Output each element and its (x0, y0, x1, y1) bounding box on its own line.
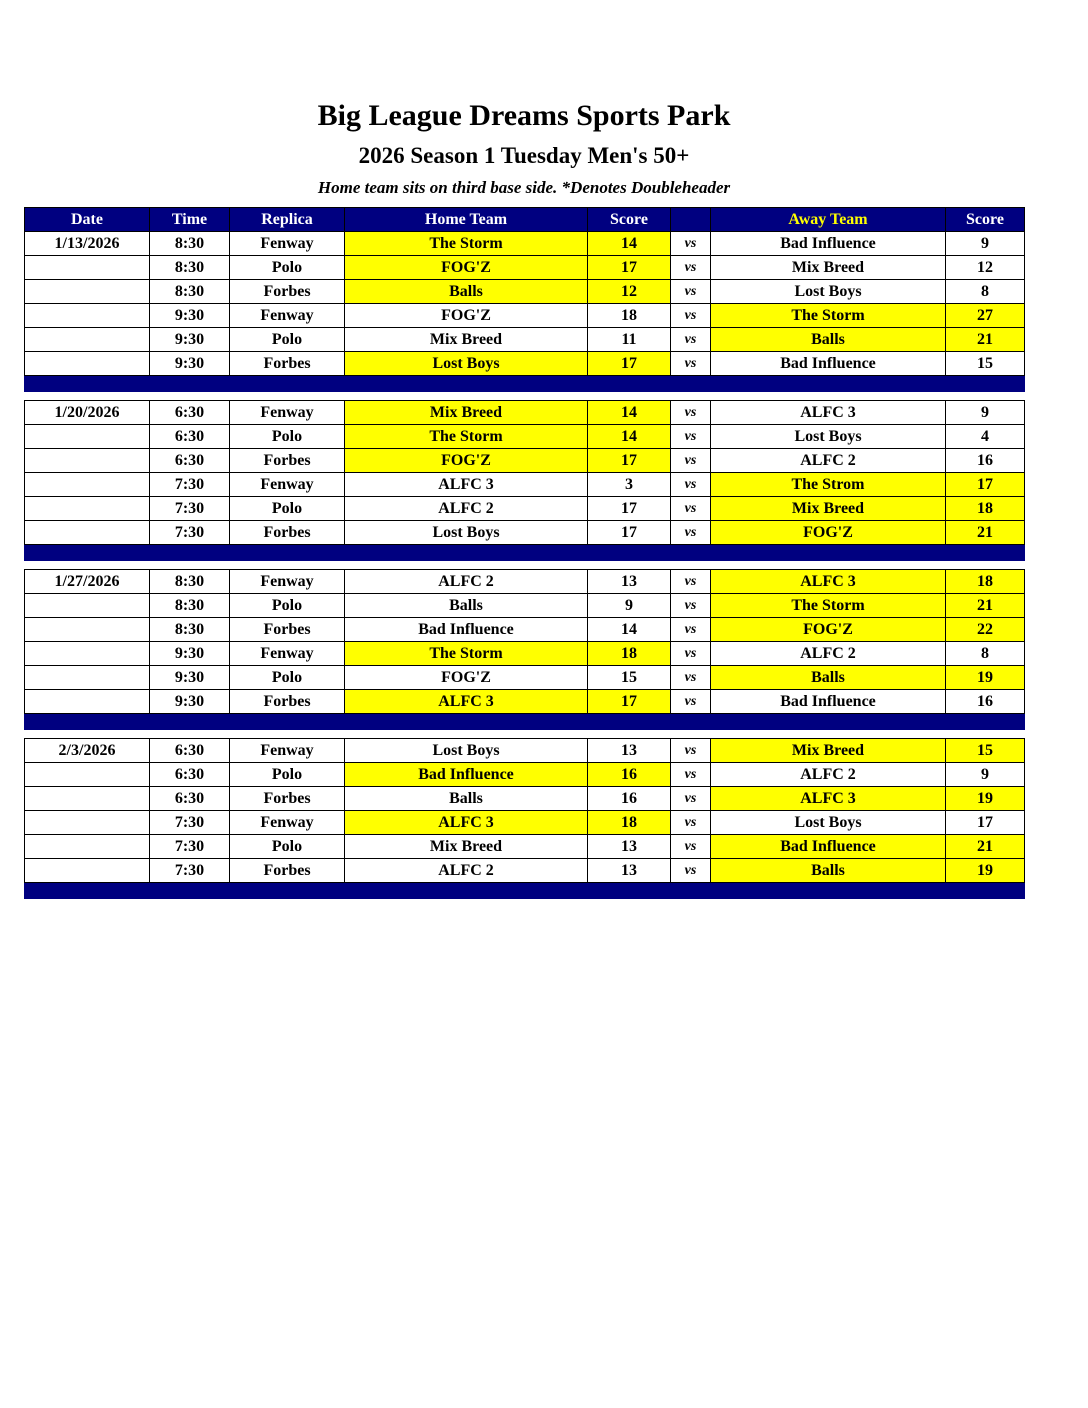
time-cell: 8:30 (150, 570, 230, 594)
game-row (25, 618, 1025, 642)
time-cell: 7:30 (150, 473, 230, 497)
time-cell: 8:30 (150, 280, 230, 304)
time-cell: 7:30 (150, 835, 230, 859)
time-cell: 8:30 (150, 232, 230, 256)
game-row (25, 666, 1025, 690)
home-team-cell: FOG'Z (345, 304, 588, 328)
home-score-cell: 13 (588, 739, 671, 763)
time-cell: 6:30 (150, 739, 230, 763)
away-team-cell: Balls (711, 859, 946, 883)
away-score-cell: 21 (946, 521, 1025, 545)
away-team-cell: Bad Influence (711, 690, 946, 714)
away-team-cell: Lost Boys (711, 280, 946, 304)
home-team-cell: Mix Breed (345, 328, 588, 352)
game-row (25, 401, 1025, 425)
replica-cell: Forbes (230, 690, 345, 714)
gap-row (25, 730, 1025, 739)
time-cell: 7:30 (150, 811, 230, 835)
replica-cell: Polo (230, 594, 345, 618)
schedule-body (25, 232, 1025, 899)
replica-cell: Fenway (230, 401, 345, 425)
away-score-cell: 19 (946, 666, 1025, 690)
page (24, 0, 1024, 899)
away-team-cell: ALFC 3 (711, 401, 946, 425)
replica-cell: Fenway (230, 304, 345, 328)
game-row (25, 521, 1025, 545)
date-cell (25, 642, 150, 666)
vs-cell: vs (671, 521, 711, 545)
home-team-cell: FOG'Z (345, 256, 588, 280)
home-team-cell: ALFC 2 (345, 570, 588, 594)
separator-bar (25, 376, 1025, 392)
separator-bar (25, 883, 1025, 899)
date-cell (25, 449, 150, 473)
time-cell: 9:30 (150, 328, 230, 352)
home-team-cell: ALFC 2 (345, 859, 588, 883)
home-score-cell: 18 (588, 811, 671, 835)
vs-cell: vs (671, 787, 711, 811)
away-team-cell: Lost Boys (711, 811, 946, 835)
home-score-cell: 15 (588, 666, 671, 690)
game-row (25, 570, 1025, 594)
home-score-cell: 11 (588, 328, 671, 352)
vs-cell: vs (671, 473, 711, 497)
home-score-cell: 17 (588, 449, 671, 473)
separator-row (25, 376, 1025, 392)
vs-cell: vs (671, 256, 711, 280)
date-cell (25, 618, 150, 642)
away-score-cell: 27 (946, 304, 1025, 328)
date-cell (25, 787, 150, 811)
date-cell (25, 835, 150, 859)
away-team-cell: Bad Influence (711, 232, 946, 256)
away-score-cell: 17 (946, 811, 1025, 835)
replica-cell: Polo (230, 835, 345, 859)
away-team-cell: The Storm (711, 594, 946, 618)
game-row (25, 304, 1025, 328)
replica-cell: Forbes (230, 521, 345, 545)
away-team-cell: Mix Breed (711, 739, 946, 763)
game-row (25, 859, 1025, 883)
replica-cell: Forbes (230, 618, 345, 642)
page-subtitle: 2026 Season 1 Tuesday Men's 50+ (358, 143, 690, 168)
header-away-team: Away Team (711, 208, 946, 232)
replica-cell: Fenway (230, 811, 345, 835)
date-cell (25, 763, 150, 787)
home-score-cell: 17 (588, 690, 671, 714)
time-cell: 7:30 (150, 521, 230, 545)
time-cell: 6:30 (150, 763, 230, 787)
vs-cell: vs (671, 642, 711, 666)
game-row (25, 232, 1025, 256)
game-row (25, 787, 1025, 811)
time-cell: 8:30 (150, 256, 230, 280)
away-score-cell: 4 (946, 425, 1025, 449)
away-team-cell: The Strom (711, 473, 946, 497)
away-score-cell: 19 (946, 787, 1025, 811)
date-cell (25, 328, 150, 352)
away-score-cell: 16 (946, 690, 1025, 714)
time-cell: 6:30 (150, 401, 230, 425)
time-cell: 7:30 (150, 497, 230, 521)
separator-bar (25, 714, 1025, 730)
vs-cell: vs (671, 401, 711, 425)
home-score-cell: 16 (588, 787, 671, 811)
game-row (25, 425, 1025, 449)
gap-row (25, 561, 1025, 570)
home-team-cell: ALFC 2 (345, 497, 588, 521)
home-team-cell: Mix Breed (345, 835, 588, 859)
home-team-cell: FOG'Z (345, 449, 588, 473)
time-cell: 6:30 (150, 425, 230, 449)
header-home-team: Home Team (345, 208, 588, 232)
away-team-cell: Lost Boys (711, 425, 946, 449)
time-cell: 8:30 (150, 618, 230, 642)
vs-cell: vs (671, 570, 711, 594)
replica-cell: Forbes (230, 449, 345, 473)
home-team-cell: Balls (345, 280, 588, 304)
page-title: Big League Dreams Sports Park (317, 99, 731, 132)
game-row (25, 256, 1025, 280)
time-cell: 6:30 (150, 449, 230, 473)
game-row (25, 594, 1025, 618)
home-score-cell: 12 (588, 280, 671, 304)
away-score-cell: 16 (946, 449, 1025, 473)
replica-cell: Forbes (230, 352, 345, 376)
date-cell (25, 304, 150, 328)
home-team-cell: Lost Boys (345, 352, 588, 376)
game-row (25, 352, 1025, 376)
away-team-cell: Bad Influence (711, 835, 946, 859)
header-date: Date (25, 208, 150, 232)
home-score-cell: 3 (588, 473, 671, 497)
game-row (25, 449, 1025, 473)
game-row (25, 473, 1025, 497)
separator-row (25, 883, 1025, 899)
vs-cell: vs (671, 304, 711, 328)
game-row (25, 811, 1025, 835)
time-cell: 9:30 (150, 690, 230, 714)
date-cell (25, 594, 150, 618)
separator-row (25, 714, 1025, 730)
home-score-cell: 17 (588, 352, 671, 376)
date-cell: 1/20/2026 (25, 401, 150, 425)
game-row (25, 642, 1025, 666)
header-vs (671, 208, 711, 232)
home-team-cell: Balls (345, 787, 588, 811)
away-score-cell: 18 (946, 497, 1025, 521)
away-team-cell: Balls (711, 328, 946, 352)
away-score-cell: 17 (946, 473, 1025, 497)
away-score-cell: 15 (946, 739, 1025, 763)
home-team-cell: Bad Influence (345, 763, 588, 787)
away-score-cell: 22 (946, 618, 1025, 642)
away-score-cell: 8 (946, 642, 1025, 666)
vs-cell: vs (671, 690, 711, 714)
home-team-cell: Lost Boys (345, 521, 588, 545)
away-team-cell: Mix Breed (711, 497, 946, 521)
game-row (25, 690, 1025, 714)
home-team-cell: ALFC 3 (345, 473, 588, 497)
date-cell (25, 425, 150, 449)
date-cell (25, 280, 150, 304)
away-team-cell: Mix Breed (711, 256, 946, 280)
game-row (25, 328, 1025, 352)
away-score-cell: 21 (946, 835, 1025, 859)
header-time: Time (150, 208, 230, 232)
away-score-cell: 12 (946, 256, 1025, 280)
away-team-cell: ALFC 2 (711, 763, 946, 787)
home-team-cell: The Storm (345, 642, 588, 666)
replica-cell: Fenway (230, 473, 345, 497)
home-score-cell: 17 (588, 256, 671, 280)
home-team-cell: Bad Influence (345, 618, 588, 642)
gap-cell (25, 392, 1025, 401)
vs-cell: vs (671, 763, 711, 787)
vs-cell: vs (671, 859, 711, 883)
away-team-cell: ALFC 2 (711, 642, 946, 666)
away-team-cell: The Storm (711, 304, 946, 328)
home-score-cell: 18 (588, 642, 671, 666)
vs-cell: vs (671, 739, 711, 763)
header-away-score: Score (946, 208, 1025, 232)
home-score-cell: 13 (588, 570, 671, 594)
replica-cell: Polo (230, 425, 345, 449)
time-cell: 9:30 (150, 642, 230, 666)
away-score-cell: 21 (946, 594, 1025, 618)
game-row (25, 497, 1025, 521)
replica-cell: Forbes (230, 859, 345, 883)
schedule-table (24, 207, 1025, 899)
away-team-cell: ALFC 2 (711, 449, 946, 473)
replica-cell: Polo (230, 666, 345, 690)
vs-cell: vs (671, 618, 711, 642)
date-cell (25, 666, 150, 690)
home-score-cell: 16 (588, 763, 671, 787)
date-cell (25, 473, 150, 497)
home-score-cell: 13 (588, 835, 671, 859)
game-row (25, 280, 1025, 304)
away-score-cell: 9 (946, 232, 1025, 256)
time-cell: 9:30 (150, 304, 230, 328)
date-cell (25, 352, 150, 376)
home-team-cell: The Storm (345, 425, 588, 449)
home-team-cell: Balls (345, 594, 588, 618)
replica-cell: Fenway (230, 739, 345, 763)
vs-cell: vs (671, 666, 711, 690)
date-cell: 1/13/2026 (25, 232, 150, 256)
vs-cell: vs (671, 497, 711, 521)
replica-cell: Fenway (230, 232, 345, 256)
vs-cell: vs (671, 811, 711, 835)
away-team-cell: ALFC 3 (711, 570, 946, 594)
away-score-cell: 8 (946, 280, 1025, 304)
home-score-cell: 13 (588, 859, 671, 883)
separator-row (25, 545, 1025, 561)
header-replica: Replica (230, 208, 345, 232)
away-score-cell: 9 (946, 401, 1025, 425)
gap-cell (25, 730, 1025, 739)
replica-cell: Polo (230, 763, 345, 787)
away-team-cell: FOG'Z (711, 618, 946, 642)
home-score-cell: 14 (588, 401, 671, 425)
time-cell: 9:30 (150, 352, 230, 376)
home-team-cell: ALFC 3 (345, 811, 588, 835)
home-score-cell: 14 (588, 425, 671, 449)
replica-cell: Polo (230, 256, 345, 280)
home-team-cell: Lost Boys (345, 739, 588, 763)
vs-cell: vs (671, 328, 711, 352)
vs-cell: vs (671, 449, 711, 473)
home-score-cell: 17 (588, 521, 671, 545)
vs-cell: vs (671, 835, 711, 859)
date-cell (25, 690, 150, 714)
away-team-cell: FOG'Z (711, 521, 946, 545)
home-score-cell: 9 (588, 594, 671, 618)
away-team-cell: Balls (711, 666, 946, 690)
time-cell: 7:30 (150, 859, 230, 883)
vs-cell: vs (671, 232, 711, 256)
away-score-cell: 15 (946, 352, 1025, 376)
separator-bar (25, 545, 1025, 561)
replica-cell: Forbes (230, 787, 345, 811)
game-row (25, 835, 1025, 859)
page-note: Home team sits on third base side. *Denotes Doubleheader (317, 178, 731, 197)
away-score-cell: 21 (946, 328, 1025, 352)
replica-cell: Fenway (230, 642, 345, 666)
header-home-score: Score (588, 208, 671, 232)
replica-cell: Forbes (230, 280, 345, 304)
game-row (25, 739, 1025, 763)
vs-cell: vs (671, 280, 711, 304)
replica-cell: Polo (230, 328, 345, 352)
home-team-cell: FOG'Z (345, 666, 588, 690)
gap-cell (25, 561, 1025, 570)
time-cell: 8:30 (150, 594, 230, 618)
away-score-cell: 18 (946, 570, 1025, 594)
time-cell: 9:30 (150, 666, 230, 690)
date-cell (25, 859, 150, 883)
date-cell (25, 811, 150, 835)
header-row (25, 208, 1025, 232)
away-score-cell: 19 (946, 859, 1025, 883)
home-score-cell: 17 (588, 497, 671, 521)
replica-cell: Fenway (230, 570, 345, 594)
time-cell: 6:30 (150, 787, 230, 811)
date-cell: 2/3/2026 (25, 739, 150, 763)
vs-cell: vs (671, 352, 711, 376)
vs-cell: vs (671, 594, 711, 618)
home-score-cell: 18 (588, 304, 671, 328)
date-cell (25, 256, 150, 280)
vs-cell: vs (671, 425, 711, 449)
home-team-cell: Mix Breed (345, 401, 588, 425)
home-score-cell: 14 (588, 232, 671, 256)
date-cell: 1/27/2026 (25, 570, 150, 594)
home-team-cell: ALFC 3 (345, 690, 588, 714)
home-score-cell: 14 (588, 618, 671, 642)
replica-cell: Polo (230, 497, 345, 521)
game-row (25, 763, 1025, 787)
gap-row (25, 392, 1025, 401)
away-team-cell: ALFC 3 (711, 787, 946, 811)
date-cell (25, 521, 150, 545)
away-team-cell: Bad Influence (711, 352, 946, 376)
away-score-cell: 9 (946, 763, 1025, 787)
home-team-cell: The Storm (345, 232, 588, 256)
date-cell (25, 497, 150, 521)
